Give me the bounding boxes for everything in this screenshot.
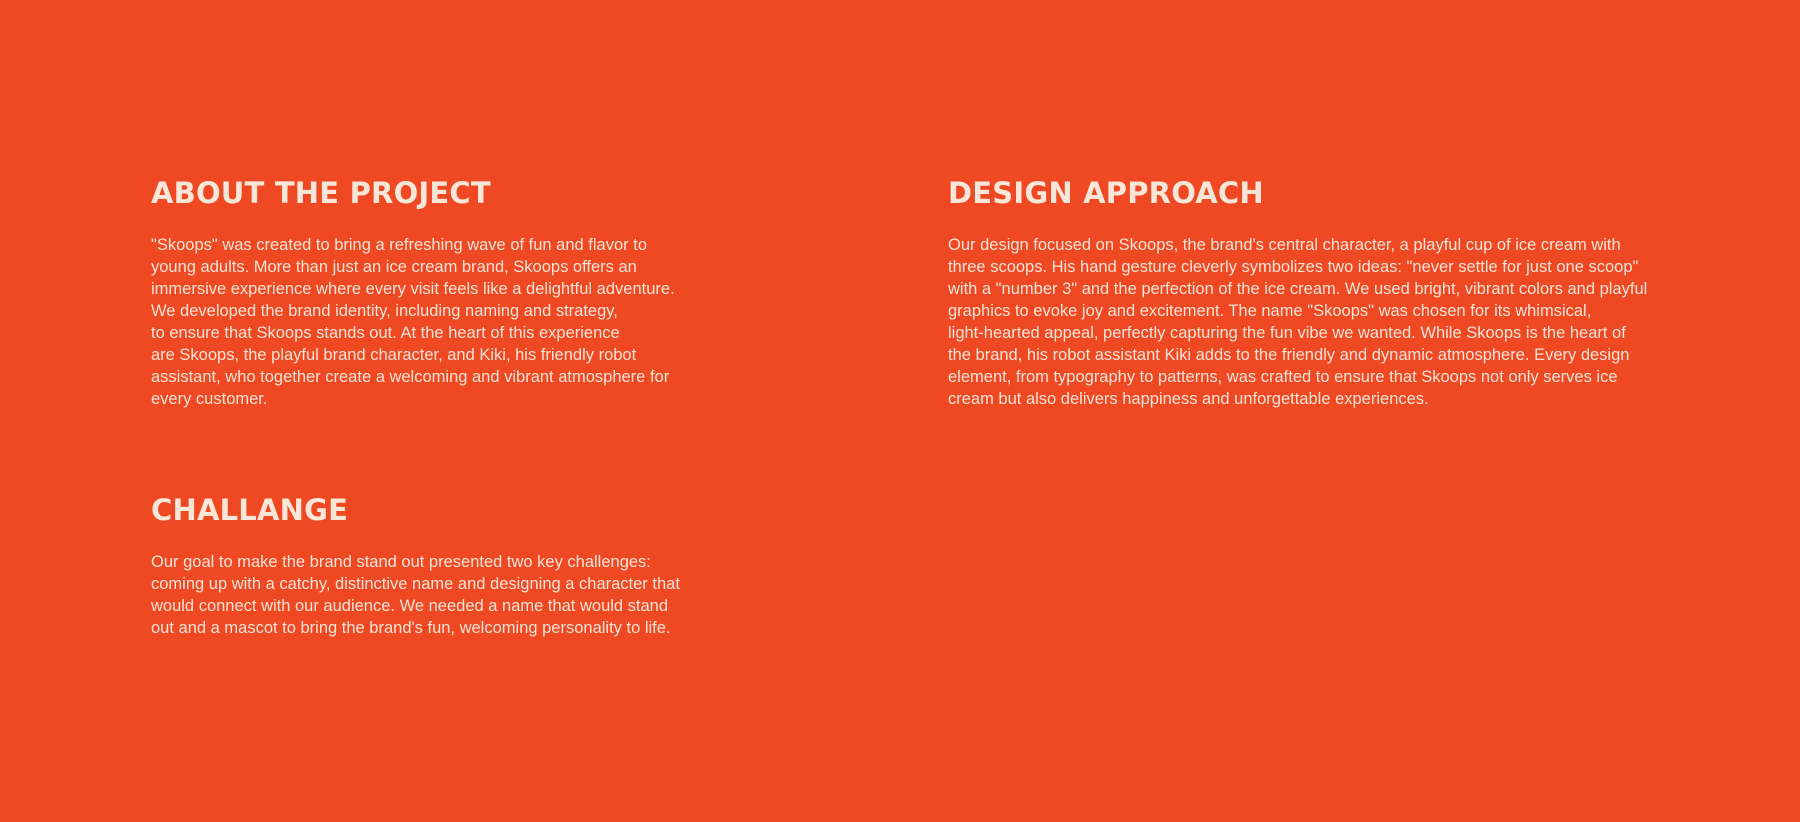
design-approach-text-line: element, from typography to patterns, was crafted to ensure that Skoops not only serves ice [948,368,1618,386]
design-approach-text-line: cream but also delivers happiness and unforgettable experiences. [948,390,1429,408]
design-approach-text-line: the brand, his robot assistant Kiki adds to the friendly and dynamic atmosphere. Every design [948,346,1630,364]
design-approach-section [948,176,1678,410]
about-text-line: "Skoops" was created to bring a refreshing wave of fun and flavor to [151,236,647,254]
about-text [151,234,711,410]
about-text-line: assistant, who together create a welcoming and vibrant atmosphere for [151,368,670,386]
design-approach-text-line: light-hearted appeal, perfectly capturing the fun vibe we wanted. While Skoops is the heart of [948,324,1626,342]
challenge-text-line: coming up with a catchy, distinctive name and designing a character that [151,575,680,593]
about-section [151,176,711,410]
design-approach-text [948,234,1678,410]
challenge-text-line: Our goal to make the brand stand out presented two key challenges: [151,553,651,571]
design-approach-text-line: three scoops. His hand gesture cleverly symbolizes two ideas: "never settle for just one scoop" [948,258,1639,276]
challenge-heading: CHALLANGE [151,493,349,527]
about-text-line: every customer. [151,390,268,408]
challenge-section [151,493,711,639]
challenge-text [151,551,711,639]
challenge-text-line: would connect with our audience. We needed a name that would stand [151,597,669,615]
about-text-line: young adults. More than just an ice cream brand, Skoops offers an [151,258,637,276]
about-heading: ABOUT THE PROJECT [151,176,491,210]
design-approach-text-line: graphics to evoke joy and excitement. The name "Skoops" was chosen for its whimsical, [948,302,1592,320]
design-approach-text-line: with a "number 3" and the perfection of the ice cream. We used bright, vibrant colors and playful [948,280,1648,298]
design-approach-heading: DESIGN APPROACH [948,176,1264,210]
about-text-line: We developed the brand identity, including naming and strategy, [151,302,618,320]
about-text-line: immersive experience where every visit feels like a delightful adventure. [151,280,675,298]
about-text-line: to ensure that Skoops stands out. At the heart of this experience [151,324,620,342]
about-text-line: are Skoops, the playful brand character, and Kiki, his friendly robot [151,346,637,364]
challenge-text-line: out and a mascot to bring the brand's fun, welcoming personality to life. [151,619,671,637]
design-approach-text-line: Our design focused on Skoops, the brand's central character, a playful cup of ice cream with [948,236,1621,254]
